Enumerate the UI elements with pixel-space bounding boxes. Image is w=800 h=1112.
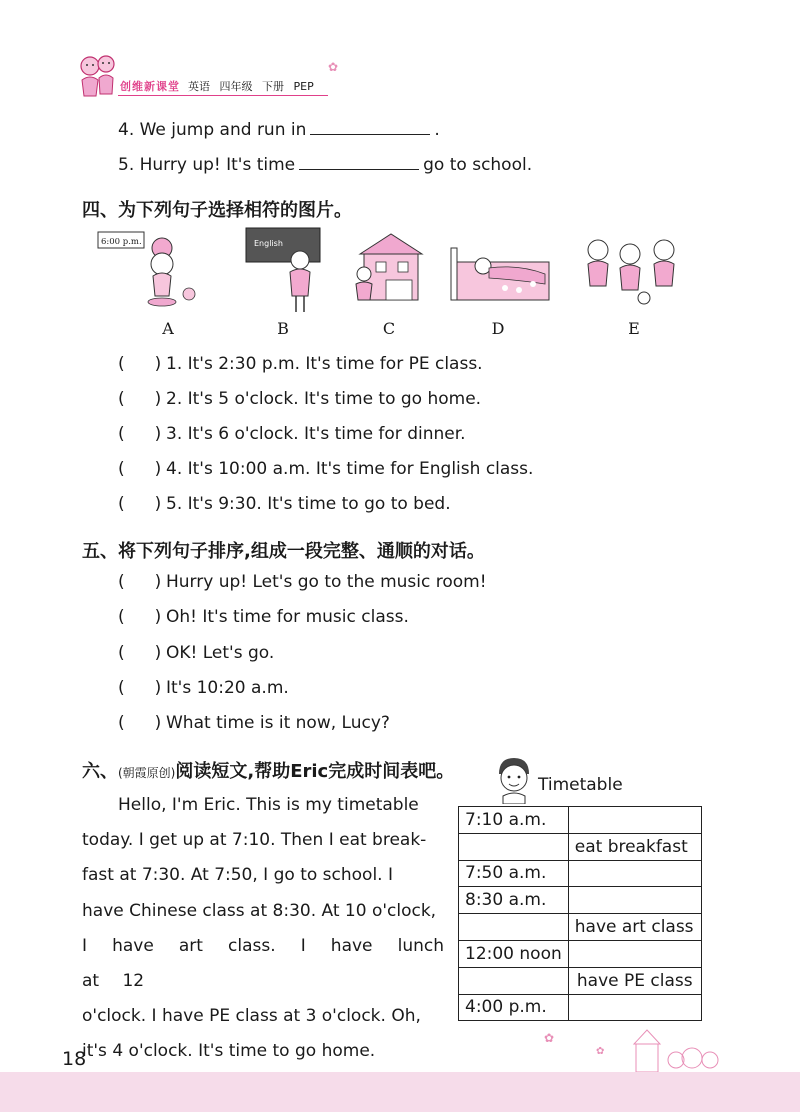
picture-letter-c: C — [382, 319, 396, 338]
brand-name: 创维新课堂 — [120, 80, 180, 93]
activity-cell[interactable] — [568, 807, 701, 834]
table-row — [459, 833, 702, 860]
time-cell[interactable] — [459, 967, 569, 994]
picture-letter-a: A — [162, 319, 174, 338]
picture-c-home-icon — [346, 232, 432, 304]
order-item-5: ( ) What time is it now, Lucy? — [118, 713, 390, 733]
picture-a-dinner-icon — [96, 226, 206, 312]
section-4-title: 四、为下列句子选择相符的图片。 — [82, 200, 352, 221]
passage-line: today. I get up at 7:10. Then I eat break- — [82, 830, 427, 851]
passage-line: o'clock. I have PE class at 3 o'clock. Oh, — [82, 1006, 421, 1027]
activity-cell: eat breakfast — [568, 833, 701, 860]
svg-text:✿: ✿ — [596, 1046, 605, 1057]
order-item-1: ( ) Hurry up! Let's go to the music room! — [118, 572, 487, 592]
passage-line: Hello, I'm Eric. This is my timetable — [118, 795, 419, 815]
timetable-title: Timetable — [538, 775, 623, 795]
clock-label: 6:00 p.m. — [101, 237, 142, 247]
table-row — [459, 914, 702, 941]
match-item-5: ( ) 5. It's 9:30. It's time to go to bed. — [118, 494, 451, 514]
time-cell[interactable] — [459, 833, 569, 860]
picture-letter-e: E — [628, 319, 640, 338]
flower-decoration-icon: ✿ — [328, 60, 339, 74]
order-item-3: ( ) OK! Let's go. — [118, 643, 275, 663]
timetable — [458, 806, 702, 1021]
table-row — [459, 807, 702, 834]
header-divider — [118, 95, 328, 96]
time-cell[interactable] — [459, 914, 569, 941]
answer-paren[interactable]: ( ) — [118, 424, 162, 444]
time-cell: 8:30 a.m. — [459, 887, 569, 914]
fill-blank-item-4: 4. We jump and run in . — [118, 120, 440, 140]
time-cell: 7:50 a.m. — [459, 860, 569, 887]
order-item-4: ( ) It's 10:20 a.m. — [118, 678, 289, 698]
reading-passage — [82, 788, 444, 1070]
activity-cell: have art class — [568, 914, 701, 941]
match-item-1: ( ) 1. It's 2:30 p.m. It's time for PE class. — [118, 354, 483, 374]
answer-paren[interactable]: ( ) — [118, 389, 162, 409]
activity-cell: have PE class — [568, 967, 701, 994]
castle-decoration-icon — [540, 1022, 730, 1072]
picture-e-pe-class-icon — [580, 236, 688, 306]
table-row — [459, 860, 702, 887]
picture-d-bed-icon — [449, 244, 551, 302]
table-row — [459, 940, 702, 967]
answer-blank[interactable] — [299, 153, 419, 170]
board-label: English — [254, 239, 283, 248]
answer-blank[interactable] — [310, 118, 430, 135]
picture-letter-b: B — [277, 319, 289, 338]
table-row — [459, 887, 702, 914]
picture-b-english-class-icon — [244, 226, 324, 316]
answer-paren[interactable]: ( ) — [118, 713, 162, 733]
table-row — [459, 994, 702, 1021]
match-item-3: ( ) 3. It's 6 o'clock. It's time for dinner. — [118, 424, 466, 444]
answer-paren[interactable]: ( ) — [118, 572, 162, 592]
passage-line: it's 4 o'clock. It's time to go home. — [82, 1041, 376, 1062]
passage-line: fast at 7:30. At 7:50, I go to school. I — [82, 865, 393, 886]
footer-band — [0, 1072, 800, 1112]
activity-cell[interactable] — [568, 994, 701, 1021]
time-cell: 4:00 p.m. — [459, 994, 569, 1021]
volume-label: 下册 — [262, 80, 284, 93]
answer-paren[interactable]: ( ) — [118, 459, 162, 479]
answer-paren[interactable]: ( ) — [118, 354, 162, 374]
fill-blank-item-5: 5. Hurry up! It's time go to school. — [118, 155, 533, 175]
answer-paren[interactable]: ( ) — [118, 678, 162, 698]
edition-label: PEP — [293, 80, 314, 93]
book-info — [188, 78, 320, 94]
grade-label: 四年级 — [219, 80, 253, 93]
page-header — [0, 0, 800, 110]
eric-boy-icon — [493, 756, 535, 804]
answer-paren[interactable]: ( ) — [118, 643, 162, 663]
activity-cell[interactable] — [568, 887, 701, 914]
answer-paren[interactable]: ( ) — [118, 494, 162, 514]
time-cell: 12:00 noon — [459, 940, 569, 967]
passage-line: I have art class. I have lunch at 12 — [82, 935, 444, 992]
section-5-title: 五、将下列句子排序,组成一段完整、通顺的对话。 — [82, 541, 485, 562]
answer-paren[interactable]: ( ) — [118, 607, 162, 627]
activity-cell[interactable] — [568, 940, 701, 967]
activity-cell[interactable] — [568, 860, 701, 887]
subject-label: 英语 — [188, 80, 210, 93]
source-note: (朝霞原创) — [118, 766, 176, 780]
section-6-title: 六、(朝霞原创)阅读短文,帮助Eric完成时间表吧。 — [82, 761, 455, 782]
time-cell: 7:10 a.m. — [459, 807, 569, 834]
order-item-2: ( ) Oh! It's time for music class. — [118, 607, 409, 627]
match-item-4: ( ) 4. It's 10:00 a.m. It's time for English class. — [118, 459, 534, 479]
svg-text:✿: ✿ — [544, 1031, 555, 1045]
page-number: 18 — [62, 1048, 87, 1070]
match-item-2: ( ) 2. It's 5 o'clock. It's time to go home. — [118, 389, 482, 409]
picture-letter-d: D — [491, 319, 505, 338]
passage-line: have Chinese class at 8:30. At 10 o'clock, — [82, 900, 437, 921]
table-row — [459, 967, 702, 994]
